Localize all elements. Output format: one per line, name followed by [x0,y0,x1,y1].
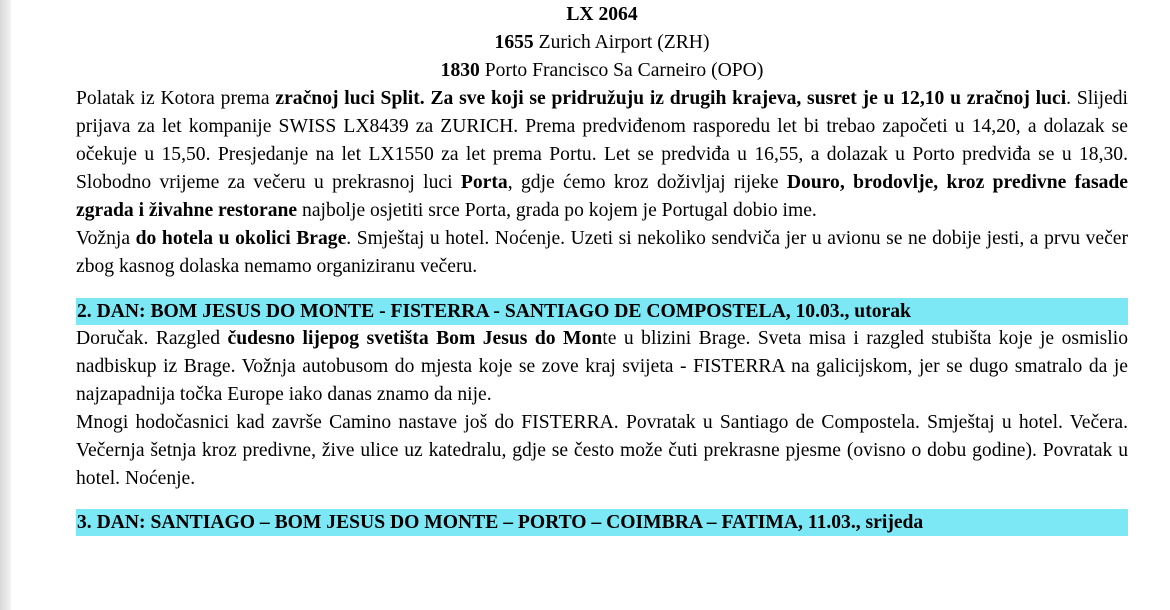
arrival-place: Porto Francisco Sa Carneiro (OPO) [479,60,764,81]
day2-heading: 2. DAN: BOM JESUS DO MONTE - FISTERRA - SANTIAGO DE COMPOSTELA, 10.03., utorak [76,298,1128,325]
day2-paragraph-2: Mnogi hodočasnici kad završe Camino nastave još do FISTERRA. Povratak u Santiago de Compostela. Smještaj u hotel. Večera. Večernja šetnja kroz predivne, žive ulice uz katedralu, gdje se često može čuti prekrasne pjesme (ovisno o dobu godine). Povratak u hotel. Noćenje. [76,412,1128,489]
day1-paragraph-1: Polatak iz Kotora prema zračnoj luci Split. Za sve koji se pridružuju iz drugih krajeva, susret je u 12,10 u zračnoj luci. Slijedi prijava za let kompanije SWISS LX8439 za ZURICH. Prema predviđenom rasporedu let bi trebao započeti u 14,20, a dolazak se očekuje u 15,50. Presjedanje na let LX1550 za let prema Portu. Let se predviđa u 16,55, a dolazak u Porto predviđa se u 18,30. Slobodno vrijeme za večeru u prekrasnoj luci Porta, gdje ćemo kroz doživljaj rijeke Douro, brodovlje, kroz predivne fasade zgrada i živahne restorane najbolje osjetiti srce Porta, grada po kojem je Portugal dobio ime. [76,88,1129,221]
departure-place: Zurich Airport (ZRH) [533,32,710,53]
flight-arrival [76,57,1128,85]
document-page [76,0,1128,536]
day2-paragraph-1: Doručak. Razgled čudesno lijepog svetišta Bom Jesus do Monte u blizini Brage. Sveta misa i razgled stubišta koje je osmislio nadbiskup iz Brage. Vožnja autobusom do mjesta koje se zove kraj svijeta - FISTERRA na galicijskom, jer se dugo smatralo da je najzapadnija točka Europe iako danas znamo da nije. [76,328,1128,405]
arrival-time: 1830 [440,60,480,81]
flight-departure [76,29,1128,57]
flight-number: LX 2064 [566,4,638,25]
day3-heading: 3. DAN: SANTIAGO – BOM JESUS DO MONTE – PORTO – COIMBRA – FATIMA, 11.03., srijeda [76,509,1128,536]
day1-paragraph-2: Vožnja do hotela u okolici Brage. Smještaj u hotel. Noćenje. Uzeti si nekoliko sendviča jer u avionu se ne dobije jesti, a prvu večer zbog kasnog dolaska nemamo organiziranu večeru. [76,228,1128,277]
page-left-edge [0,0,11,610]
departure-time: 1655 [494,32,534,53]
